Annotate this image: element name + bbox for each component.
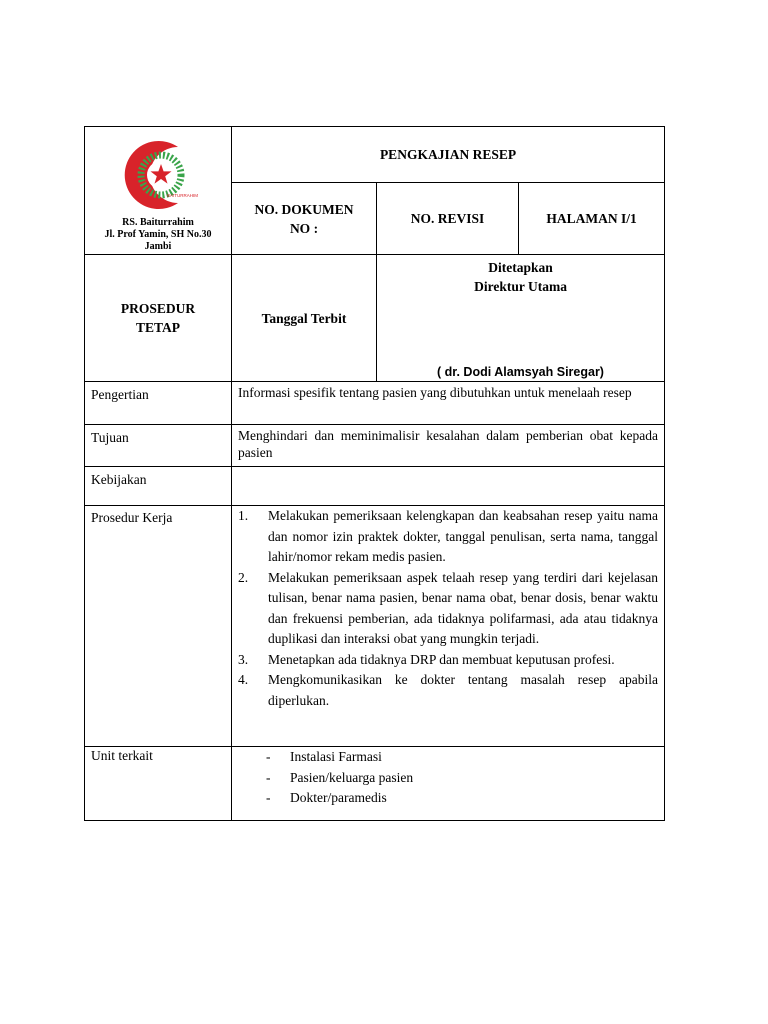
document-number-suffix: NO : xyxy=(289,220,319,236)
definition-value: Informasi spesifik tentang pasien yang dibutuhkan untuk menelaah resep xyxy=(232,382,665,425)
procedure-row xyxy=(85,506,665,747)
content-table xyxy=(84,381,665,821)
related-units-label: Unit terkait xyxy=(85,747,232,821)
list-item-text: Dokter/paramedis xyxy=(290,790,387,805)
hospital-logo xyxy=(118,135,198,215)
document-number-cell xyxy=(232,183,377,255)
definition-row xyxy=(85,382,665,425)
hospital-name: RS. Baiturrahim xyxy=(122,216,194,228)
related-units-list xyxy=(238,747,658,809)
step-text: Melakukan pemeriksaan kelengkapan dan keabsahan resep yaitu nama dan nomor izin praktek dokter, tanggal penulisan, serta nama, tanggal lahir/nomor rekam medis pasien. xyxy=(268,508,658,564)
procedure-step xyxy=(238,506,658,568)
signatory-name: ( dr. Dodi Alamsyah Siregar) xyxy=(437,365,604,379)
document-number-label: NO. DOKUMEN xyxy=(254,201,354,217)
policy-value xyxy=(232,467,665,506)
procedure-steps-cell xyxy=(232,506,665,747)
procedure-type-line2: TETAP xyxy=(135,320,180,335)
page-number: HALAMAN I/1 xyxy=(519,183,665,255)
sop-document xyxy=(84,126,664,821)
step-number: 4. xyxy=(238,672,249,687)
related-units-row xyxy=(85,747,665,821)
purpose-row xyxy=(85,425,665,467)
policy-row xyxy=(85,467,665,506)
procedure-type-line1: PROSEDUR xyxy=(120,301,196,316)
procedure-step xyxy=(238,650,658,671)
document-title: PENGKAJIAN RESEP xyxy=(232,127,665,183)
issue-date-label: Tanggal Terbit xyxy=(232,255,377,382)
step-text: Melakukan pemeriksaan aspek telaah resep yang terdiri dari kejelasan tulisan, benar nama pasien, benar nama obat, benar dosis, benar waktu dan frekuensi pemberian, ada tidaknya polifarmasi, ada atau tidaknya duplikasi dan interaksi obat yang mungkin terjadi. xyxy=(268,569,658,646)
procedure-type-cell xyxy=(85,255,232,382)
related-units-cell xyxy=(232,747,665,821)
purpose-label: Tujuan xyxy=(85,425,232,467)
logo-text: BAITURRAHIM xyxy=(167,192,198,198)
list-item-text: Instalasi Farmasi xyxy=(290,749,382,764)
policy-label: Kebijakan xyxy=(85,467,232,506)
step-text: Mengkomunikasikan ke dokter tentang masalah resep apabila diperlukan. xyxy=(268,672,658,708)
revision-number: NO. REVISI xyxy=(377,183,519,255)
hospital-cell xyxy=(85,127,232,255)
step-text: Menetapkan ada tidaknya DRP dan membuat keputusan profesi. xyxy=(268,651,615,667)
purpose-value: Menghindari dan meminimalisir kesalahan dalam pemberian obat kepada pasien xyxy=(232,425,665,467)
list-dash: - xyxy=(266,790,271,805)
procedure-label: Prosedur Kerja xyxy=(85,506,232,747)
header-table xyxy=(84,126,665,382)
list-item-text: Pasien/keluarga pasien xyxy=(290,769,414,785)
list-item xyxy=(238,768,658,789)
hospital-address: Jl. Prof Yamin, SH No.30 xyxy=(104,228,212,240)
hospital-city: Jambi xyxy=(144,240,172,252)
procedure-step xyxy=(238,670,658,711)
definition-label: Pengertian xyxy=(85,382,232,425)
step-number: 3. xyxy=(238,651,249,667)
procedure-steps xyxy=(238,506,658,711)
list-item xyxy=(238,788,658,809)
list-dash: - xyxy=(266,769,271,785)
approval-title: Direktur Utama xyxy=(474,279,567,294)
list-item xyxy=(238,747,658,768)
crescent-star-logo-icon xyxy=(118,135,198,215)
list-dash: - xyxy=(266,749,271,764)
procedure-step xyxy=(238,568,658,650)
approval-established: Ditetapkan xyxy=(488,260,553,275)
step-number: 1. xyxy=(238,508,249,523)
approval-cell xyxy=(377,255,665,382)
step-number: 2. xyxy=(238,569,249,585)
